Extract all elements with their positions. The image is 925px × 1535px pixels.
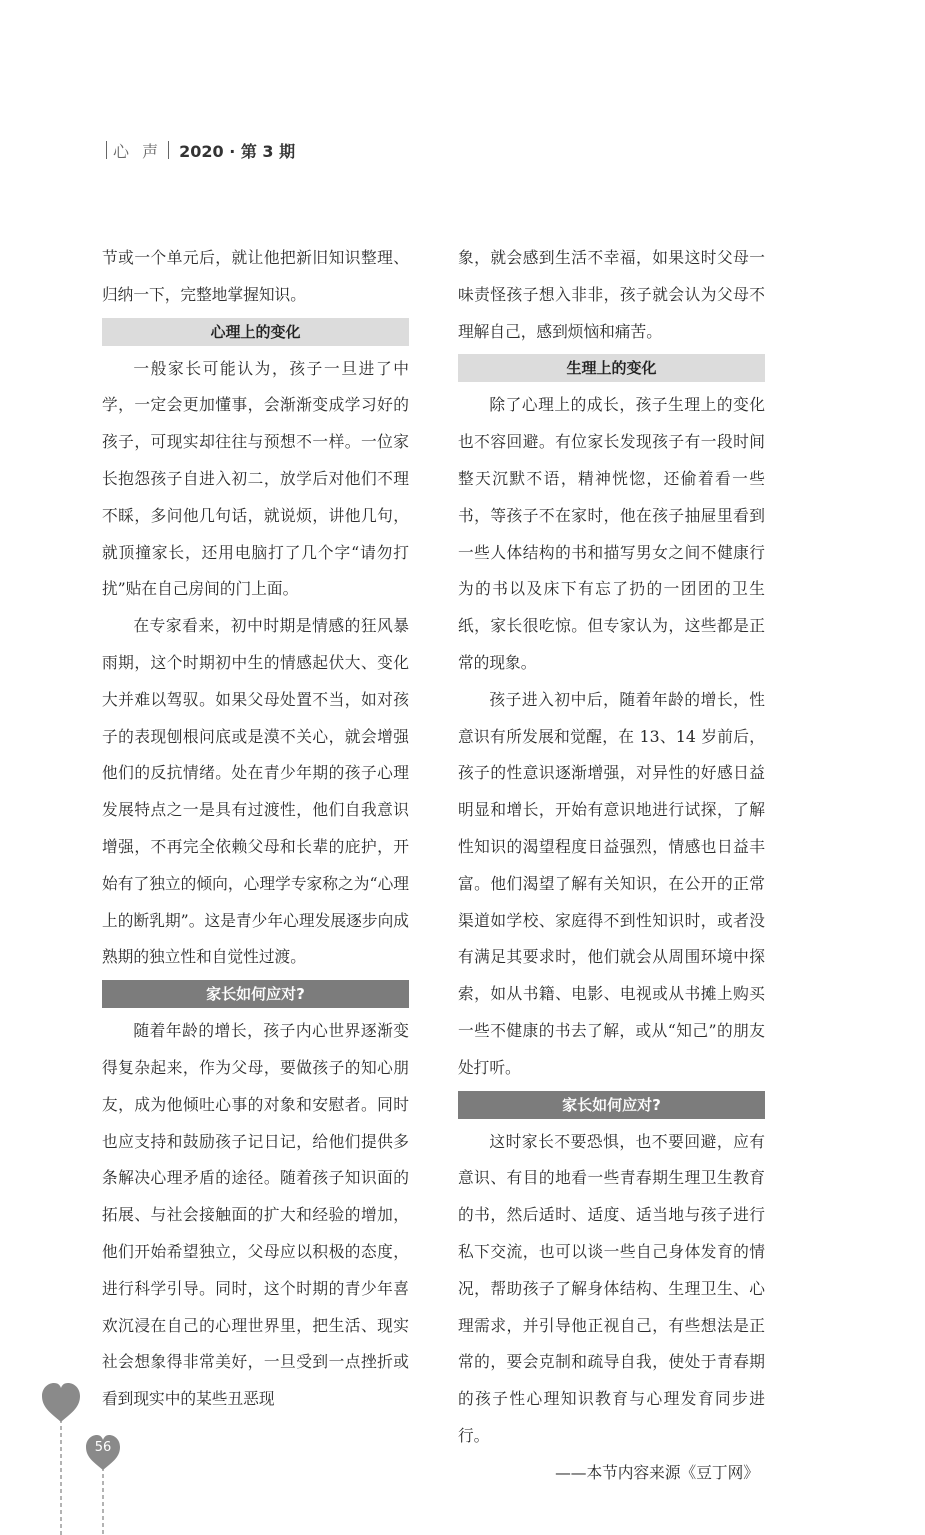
section-heading-parents-response: 家长如何应对? [458, 1091, 765, 1119]
section-heading-parents-response: 家长如何应对? [102, 980, 409, 1008]
issue-label: 2020 · 第 3 期 [179, 141, 296, 161]
paragraph: 象，就会感到生活不幸福，如果这时父母一味责怪孩子想入非非，孩子就会认为父母不理解自己，感到烦恼和痛苦。 [458, 248, 765, 341]
paragraph: 在专家看来，初中时期是情感的狂风暴雨期，这个时期初中生的情感起伏大、变化大并难以驾驭。如果父母处置不当，如对孩子的表现刨根问底或是漠不关心，就会增强他们的反抗情绪。处在青少年期的孩子心理发展特点之一是具有过渡性，他们自我意识增强，不再完全依赖父母和长辈的庇护，开始有了独立的倾向，心理学专家称之为“心理上的断乳期”。这是青少年心理发展逐步向成熟期的独立性和自觉性过渡。 [102, 616, 409, 967]
section-heading-physiological: 生理上的变化 [458, 354, 765, 382]
paragraph: 孩子进入初中后，随着年龄的增长，性意识有所发展和觉醒，在 13、14 岁前后，孩子的性意识逐渐增强，对异性的好感日益明显和增长，开始有意识地进行试探，了解性知识的渴望程度日益强烈，情感也日益丰富。他们渴望了解有关知识，在公开的正常渠道如学校、家庭得不到性知识时，或者没有满足其要求时，他们就会从周围环境中探索，如从书籍、电影、电视或从书摊上购买一些不健康的书去了解，或从“知己”的朋友处打听。 [458, 689, 765, 1077]
source-attribution: ——本节内容来源《豆丁网》 [555, 1462, 759, 1482]
paragraph: 除了心理上的成长，孩子生理上的变化也不容回避。有位家长发现孩子有一段时间整天沉默不语，精神恍惚，还偷着看一些书，等孩子不在家时，他在孩子抽屉里看到一些人体结构的书和描写男女之间不健康行为的书以及床下有忘了扔的一团团的卫生纸，家长很吃惊。但专家认为，这些都是正常的现象。 [458, 395, 765, 672]
paragraph: 这时家长不要恐惧，也不要回避，应有意识、有目的地看一些青春期生理卫生教育的书，然后适时、适度、适当地与孩子进行私下交流，也可以谈一些自己身体发育的情况，帮助孩子了解身体结构、生理卫生、心理需求，并引导他正视自己，有些想法是正常的，要会克制和疏导自我，使处于青春期的孩子性心理知识教育与心理发育同步进行。 [458, 1131, 765, 1445]
paragraph: 随着年龄的增长，孩子内心世界逐渐变得复杂起来，作为父母，要做孩子的知心朋友，成为他倾吐心事的对象和安慰者。同时也应支持和鼓励孩子记日记，给他们提供多条解决心理矛盾的途径。随着孩子知识面的拓展、与社会接触面的扩大和经验的增加，他们开始希望独立，父母应以积极的态度，进行科学引导。同时，这个时期的青少年喜欢沉浸在自己的心理世界里，把生活、现实社会想象得非常美好，一旦受到一点挫折或看到现实中的某些丑恶现 [102, 1021, 409, 1409]
page-number: 56 [94, 1440, 112, 1455]
heart-icon [42, 1383, 80, 1422]
paragraph: 一般家长可能认为，孩子一旦进了中学，一定会更加懂事，会渐渐变成学习好的孩子，可现实却往往与预想不一样。一位家长抱怨孩子自进入初二，放学后对他们不理不睬，多问他几句话，就说烦，讲他几句，就顶撞家长，还用电脑打了几个字“请勿打扰”贴在自己房间的门上面。 [102, 358, 409, 599]
section-name: 心 声 [113, 141, 163, 161]
paragraph: 节或一个单元后，就让他把新旧知识整理、归纳一下，完整地掌握知识。 [102, 248, 409, 304]
section-heading-psychological: 心理上的变化 [102, 318, 409, 346]
